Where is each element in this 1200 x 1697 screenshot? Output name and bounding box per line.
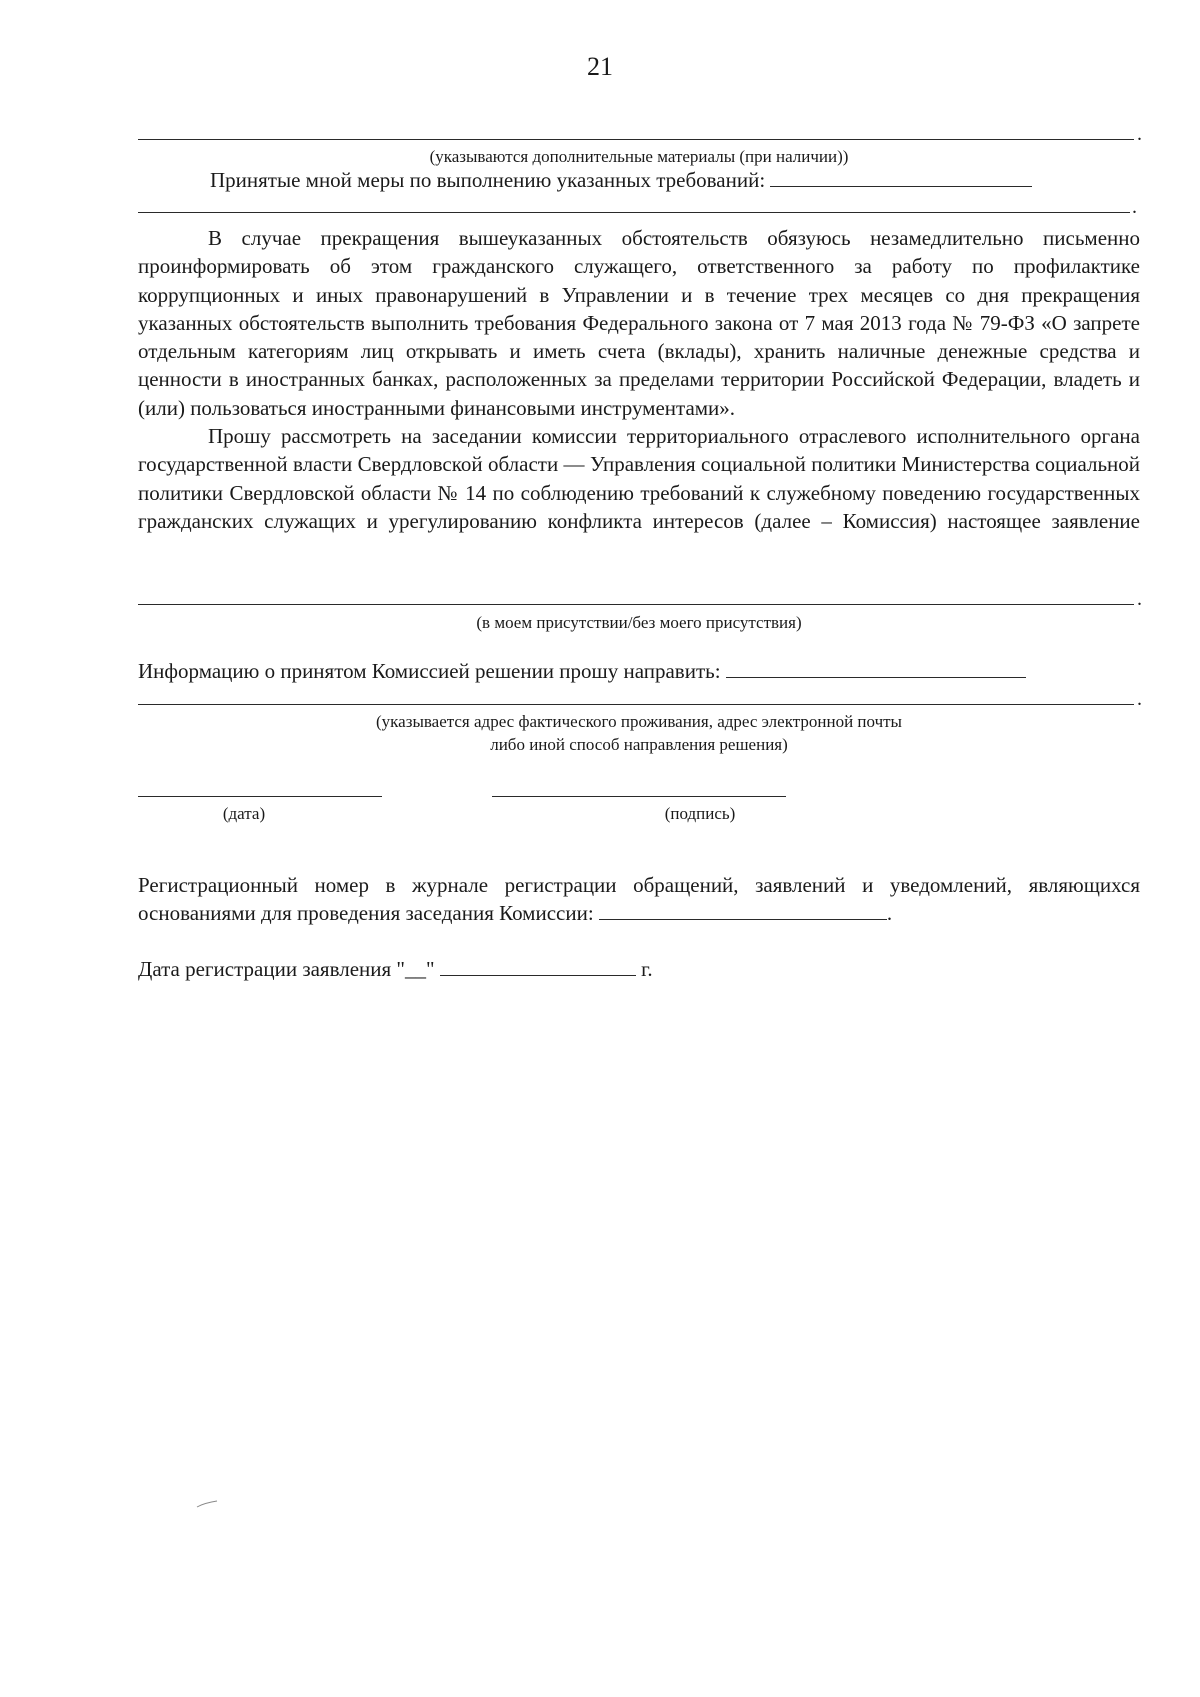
registration-number: Регистрационный номер в журнале регистрации обращений, заявлений и уведомлений, являющихся основаниями для проведения заседания Комиссии: .: [138, 873, 1140, 926]
registration-number-text: Регистрационный номер в журнале регистрации обращений, заявлений и уведомлений, являющихся основаниями для проведения заседания Комиссии:: [138, 873, 1140, 926]
presence-caption: (в моем присутствии/без моего присутствия): [476, 613, 802, 632]
additional-materials-line: [138, 139, 1134, 140]
paragraph-cessation: В случае прекращения вышеуказанных обстоятельств обязуюсь незамедлительно письменно проинформировать об этом гражданского служащего, ответственного за работу по профилактике коррупционных и иных правонарушений в Управлении и в течение трех месяцев со дня прекращения указанных обстоятельств выполнить требования Федерального закона от 7 мая 2013 года № 79-ФЗ «О запрете отдельным категориям лиц открывать и иметь счета (вклады), хранить наличные денежные средства и ценности в иностранных банках, расположенных за пределами территории Российской Федерации, владеть и (или) пользоваться иностранными финансовыми инструментами».: [138, 226, 1140, 420]
registration-date-day: "__": [396, 957, 435, 981]
line-end-dot: .: [1132, 196, 1137, 218]
decision-caption-line1: (указывается адрес фактического проживания, адрес электронной почты: [376, 712, 902, 731]
line-end-dot: .: [1137, 123, 1142, 145]
decision-caption-line2: либо иной способ направления решения): [490, 735, 788, 754]
page-number: 21: [587, 52, 613, 81]
signature-line: [492, 796, 786, 797]
registration-date-label: Дата регистрации заявления: [138, 957, 392, 981]
date-line: [138, 796, 382, 797]
stray-pen-mark: [196, 1500, 218, 1508]
measures-label-text: Принятые мной меры по выполнению указанных требований:: [210, 168, 766, 192]
decision-line: [138, 704, 1134, 705]
line-end-dot: .: [1137, 688, 1142, 710]
measures-blank: [770, 168, 1032, 187]
registration-block: [138, 871, 1140, 928]
registration-date: [138, 955, 653, 983]
additional-materials-caption: (указываются дополнительные материалы (при наличии)): [429, 147, 849, 166]
registration-number-blank: [599, 901, 887, 920]
presence-line: [138, 604, 1134, 605]
line-end-dot: .: [1137, 588, 1142, 610]
statement-body: [138, 224, 1140, 535]
decision-blank: [726, 659, 1026, 678]
signature-caption: (подпись): [664, 804, 736, 823]
paragraph-request: Прошу рассмотреть на заседании комиссии территориального отраслевого исполнительного органа государственной власти Свердловской области — Управления социальной политики Министерства социальной политики Свердловской области № 14 по соблюдению требований к служебному поведению государственных гражданских служащих и урегулированию конфликта интересов (далее – Комиссия) настоящее заявление: [138, 424, 1140, 533]
date-caption: (дата): [222, 804, 266, 823]
measures-label: [210, 166, 1032, 194]
decision-label: [138, 657, 1026, 685]
measures-line: [138, 212, 1130, 213]
decision-label-text: Информацию о принятом Комиссией решении прошу направить:: [138, 659, 721, 683]
registration-year-suffix: г.: [641, 957, 653, 981]
registration-date-blank: [440, 957, 636, 976]
